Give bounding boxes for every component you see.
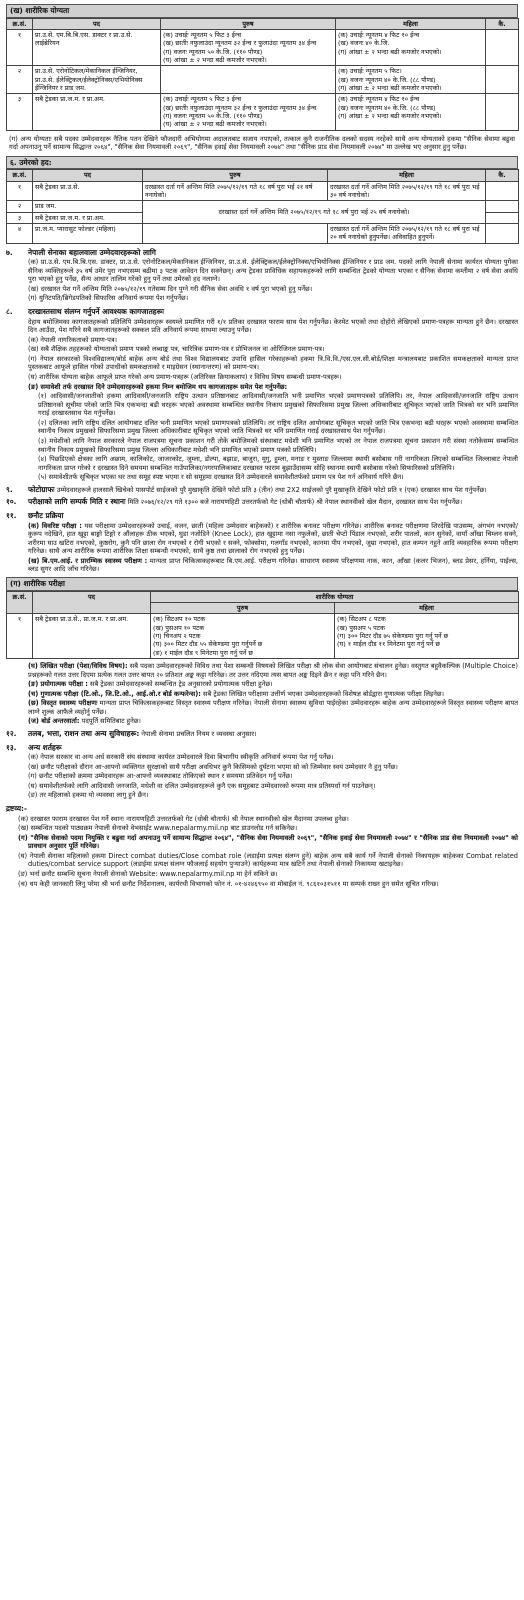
section-title: अन्य शर्तहरू xyxy=(28,742,62,752)
male-req: (क) सिटअप १० पटक xyxy=(153,615,206,624)
list-item: (क) नेपाल सरकार वा अन्य अर्ध सरकारी संघ संस्थामा कार्यरत उम्मेदवारले दिवा बिभागीय स्वीकृति अनिवार्य रूपमा पेश गर्नु पर्नेछ। xyxy=(28,753,334,762)
section-title: दरखास्तसाथ संलग्न गर्नुपर्ने आवश्यक कागजातहरूः xyxy=(28,307,164,317)
table-row xyxy=(7,29,519,65)
male-req: (घ) ३०० मिटर दौड ५५ सेकेण्डमा पुरा गर्नुपर्ने छ xyxy=(153,640,263,649)
section-title: ६. उमेरको हद: xyxy=(6,156,518,170)
row-num: १ xyxy=(7,614,33,659)
sub-heading: (घ) लिखित परीक्षा (पेशा/विविध विषय): xyxy=(28,661,128,670)
section-salary xyxy=(6,729,518,739)
list-item[interactable]: (ङ) भर्ना छनौट सम्बन्धि सूचना नेपाली सेनाको Website: www.nepalarmy.mil.np मा हेर्न सकिने छ। xyxy=(18,869,278,878)
sub-text: पदपूर्ति समितिबाट हुनेछ। xyxy=(81,717,141,726)
col-header: महिला xyxy=(336,18,486,29)
male-cell: दरखास्त दर्ता गर्ने अन्तिम मिति २०७५/१२/१९ गते १८ वर्ष पुरा भई २१ वर्ष ननाघेको। xyxy=(143,181,328,201)
row-num: २ xyxy=(7,66,33,94)
list-item: (ङ) तर महिलाको हकमा यो व्यवस्था लागु हुने छैन। xyxy=(28,791,149,800)
section-notes xyxy=(6,803,518,888)
table-row xyxy=(7,614,519,659)
col-header: पद xyxy=(33,170,143,181)
notes-title: द्रष्टव्य:- xyxy=(6,803,28,813)
sub-heading: (छ) विस्तृत स्वास्थ्य परीक्षणः xyxy=(28,699,98,708)
section-text: मिति २०७६/१२/२९ गते १३०० बजे नारायणहिटी उत्तरतर्फको गेट (धोबी चौतार्फ) श्री नेपाल स्थानवीको खेल मैदान, दरखास्त साथ पेश गर्नुपर्नेछ। xyxy=(127,498,463,507)
post-cell: प्राड जम. xyxy=(33,201,143,212)
table-header-row xyxy=(7,170,519,181)
physical-test-table xyxy=(6,591,519,659)
sub-text: मान्यता प्राप्त चिकित्सकहरूबाट विस्तृत स्वास्थ्य परीक्षण गरिनेछ। नेपाली सेनामा स्वास्थ्य सुविधा पाईरहेका उम्मेदवारहरू बाहेक अन्य उम्मेदवारहरूले विस्तृत स्वास्थ्य परीक्षण बापत लाग्ने शुल्क आफैले व्यहोर्नु पर्नेछ। xyxy=(28,699,518,716)
section-title: (ग) शारीरिक परीक्षा xyxy=(6,577,518,591)
female-cell: दरखास्त दर्ता गर्ने अन्तिम मिति २०७५/१२/१९ गते १८ वर्ष पुरा भई ३० वर्ष ननाघेको। xyxy=(328,181,486,201)
section-title: परीक्षाको लागि सम्पर्क मिति र स्थानः xyxy=(28,497,126,507)
male-req: (ख) पुसअप १० पटक xyxy=(153,623,205,632)
list-item: (ख) छनौट परीक्षाको दौरान आ-आफ्नो व्यक्तिगत सुरक्षाको साथै परीक्षा अवधिभर कुनै किसिमको दुर्घटना भएमा सो को जिम्मेवार स्वयं उम्मेदवार नै हुनु पर्नेछ। xyxy=(28,762,398,771)
list-item: (घ) समावेशीतर्फको लागि आदिवासी जनजाति, मधेशी वा दलित उम्मेदवारहरूले कुनै एक समूहबाट उम्मेदवारको रूपमा मात्र प्रतिस्पर्धा गर्न पाउनेछन्। xyxy=(28,781,376,790)
female-cell xyxy=(335,614,519,659)
section-num: ९. xyxy=(6,484,13,494)
female-req: (ग) आंखा ± २ भन्दा बढी कमजोर नभएको। xyxy=(338,111,442,120)
table-header-row xyxy=(7,18,519,29)
section-selection-process xyxy=(6,510,518,574)
list-item: (घ) शारीरिक योग्यता बाहेक आफूले प्राप्त गरेको अन्य प्रमाण-पत्रहरू (अतिरिक्त क्रियाकलाप) र विविध विषय सम्बन्धी प्रमाण-पत्रहरू। xyxy=(28,373,342,382)
female-req: (ख) वजनः न्यूनतम ४० के.जि. (८८ पौण्ड) xyxy=(338,103,436,112)
section-physical-fitness xyxy=(6,4,518,131)
section-num: १२. xyxy=(6,728,17,738)
male-req: (क) उचाईः न्यूनतम ५ फिट ३ ईन्च xyxy=(163,30,242,39)
list-item: (ग) "सैनिक सेवाको पदमा नियुक्ति र बढुवा गर्दा अपनाउनु पर्ने सामान्य सिद्धान्त २०६४", "सैनिक सेवा नियमावली २०६९", "सैनिक हवाई सेवा नियमावली २०७४" र "सैनिक प्राड सेवा नियमावली २०७४" को प्रावधान अनुसार पूर्ति गरिनेछ। xyxy=(18,833,518,851)
section-serving-candidates xyxy=(6,247,518,303)
post-cell: सबै ट्रेडका प्रा.ज.म. र प्रा.अम. xyxy=(33,212,143,223)
section-other-conditions xyxy=(6,742,518,800)
physical-fitness-table xyxy=(6,18,519,131)
list-item: (३) मधेशीको लागि नेपाल सरकारले नेपाल राजपत्रमा सूचना प्रकाशन गरी तोके बमोजिमको संस्थाबाट मधेशी भनि प्रमाणित भएको तर नेपाल राजपत्रमा सूचना प्रकाशन गरी संस्था नतोकेसम्म सम्बन्धित स्थानीय निकाय प्रमुखको सिफारिसमा प्रमुख जिल्ला अधिकारीबाट मधेशी भनि प्रमाणित भएको प्रमाण पत्रको प्रतिलिपि। xyxy=(38,436,519,454)
section-num: १३. xyxy=(6,742,17,752)
sub-heading: (ङ) समावेशी तर्फ दरखास्त दिने उम्मेदवारहरूको हकमा निम्न बमोजिम थप कागजातहरू समेत पेश गर्नुपर्नेछ: xyxy=(28,382,288,391)
male-req: (क) उचाईः न्यूनतम ५ फिट ३ ईन्च xyxy=(163,95,242,104)
female-cell: दरखास्त दर्ता गर्ने अन्तिम मिति २०७५/१२/१९ गते १८ वर्ष पुरा भई २० वर्ष ननाघेको हुनुपर्नेछ। अविवाहित हुनुपर्ने। xyxy=(328,223,486,243)
section-physical-test xyxy=(6,577,518,659)
remarks-cell xyxy=(486,212,519,223)
section-age-limit xyxy=(6,156,518,244)
col-header: महिला xyxy=(335,603,519,614)
male-cell xyxy=(161,66,336,94)
sub-heading: (क) विवरिष्ट परीक्षा : xyxy=(28,521,82,530)
male-req: (ङ) १ माईल दौड ९ मिनेटमा पुरा गर्नु पर्ने छ xyxy=(153,648,253,657)
sub-heading: (ङ) प्रयोगात्मक परीक्षा : xyxy=(28,680,88,689)
male-req: (ग) वजनः न्यूनतम ५० के.जि. (११० पौण्ड) xyxy=(163,111,263,120)
section-exams xyxy=(6,662,518,726)
col-header: कै. xyxy=(486,18,519,29)
section-exam-contact xyxy=(6,497,518,507)
list-item: (ख) दरखास्त पेश गर्ने अन्तिम मिति २०७५/१२/१९ गतेसम्म दिन पुग्ने गरी सैनिक सेवा अवधि १ वर्ष पुरा भएको हुनु पर्नेछ। xyxy=(28,284,313,293)
table-row xyxy=(7,201,519,212)
table-header-row xyxy=(7,591,519,602)
remarks-cell xyxy=(486,223,519,243)
list-item: (ग) छनौट परीक्षाको क्रममा उम्मेदवारहरू आ-आफ्नो व्यवस्थाबाट तोकिएको स्थान र समयमा प्रतिवेदन गर्नु पर्नेछ। xyxy=(28,772,293,781)
row-num: ४ xyxy=(7,223,33,243)
list-item: (ग) युनिटपति/ब्रिगेडपतिको सिफारिस अनिवार्य रूपमा पेश गर्नुपर्नेछ। xyxy=(28,294,189,303)
sub-text: सबै ट्रेडका लिखित परीक्षामा उत्तीर्ण भएका उम्मेदवारहरूको विशेषज्ञ बोर्डद्वारा गुणात्मक परीक्षा लिइनेछ। xyxy=(203,689,445,698)
sub-text: मान्यता प्राप्त चिकित्सकहरूबाट बि.एम.आई. परीक्षण गरिनेछ। साधारण स्वास्थ्य परिक्षणमा नाक, कान, आँखा (कलर भिजन), ब्लड प्रेसर, हर्निया, पाईल्स, ब्लड सुगर आदि जाँच गरिनेछ। xyxy=(28,556,519,574)
female-req: (घ) १ माईल दौड ११ मिनेटमा पुरा गर्नु पर्ने छ xyxy=(337,640,440,649)
sub-heading: (ज) बोर्ड अन्तरवार्ता: xyxy=(28,717,80,726)
list-item: (४) पिछडिएको क्षेत्रका लागि अछाम, कालिकोट, जाजरकोट, जुम्ला, डोल्पा, बझाङ, बाजुरा, मुगु, हुम्ला, मनाङ र मुस्ताङ जिल्लामा स्थायी बसोबास गरी नागरिकता लिएको सम्बन्धित जिल्लाबाट नेपाली नागरिकता प्राप्त गरेको र दरखास्त दिने समयमा सम्बन्धित गाउँपालिका/नगरपालिकाबाट दरखास्त फाराम बुझाउँदासम्म सोहि स्थानमा स्थायी बसोबास गरेको सिफारिसको प्रतिलिपि। xyxy=(38,455,518,472)
male-req: (घ) आंखा ± २ भन्दा बढी कमजोर नभएको। xyxy=(163,55,267,64)
row-num: १ xyxy=(7,29,33,65)
female-req: (क) उचाईः न्यूनतम ४ फिट १० ईन्च xyxy=(338,30,420,39)
post-cell: सबै ट्रेडका प्रा.उ.से. xyxy=(33,181,143,201)
remarks-cell xyxy=(486,181,519,201)
list-item: (क) दरखास्त फाराम दरखास्त पेश गर्ने स्थानः नारायणहिटी उत्तरतर्फको गेट (धोबी चौतार्फ) श्री नेपाल स्थानवीको खेल मैदानमा उपलब्ध हुनेछ। xyxy=(18,814,349,823)
sub-text: सबै पदका उम्मेदवारहरूको विविध तथा पेशा सम्बन्धी विषयको लिखित परीक्षा श्री लोक सेवा आयोगबाट संचालन हुनेछ। वस्तुगत बहुवैकल्पिक (Multiple Choice) प्रश्नहरूको गलत उत्तर दिएमा प्रत्येक गलत उत्तर बापत २० प्रतिशत अङ्क कट्टा गरिनेछ। तर उत्तर नदिएमा त्यस बापत अङ्क दिइने छैन र कट्टा पनि गरिने छैन। xyxy=(28,661,518,679)
section-text: उम्मेदवारहरूले हालसालै खिचेको पासपोर्ट साईजको पुरै मुखाकृति देखिने फोटो प्रति ३ (तीन) तथा 2X2 साईजको पुरै मुखाकृति देखिने फोटो प्रति १ (एक) दरखास्त साथ पेश गर्नुपर्नेछ। xyxy=(56,485,487,494)
post-cell: प्रा.उ.से. एम.बि.बि.एस. डाक्टर र प्रा.उ.से. लाईब्रेरियन xyxy=(33,29,161,65)
table-row xyxy=(7,66,519,94)
sub-heading: (च) गुणात्मक परीक्षा (टि.ओ., जि.टि.ओ., आई.ओ.र बोर्ड कन्फरेन्स): xyxy=(28,689,201,698)
col-header: पुरुष xyxy=(161,18,336,29)
table-row xyxy=(7,181,519,201)
section-title: छनौट प्रक्रिया xyxy=(28,511,64,521)
male-req: (ख) छातीः नफुलाउंदा न्यूनतम ३२ ईन्च र फुलाउंदा न्यूनतम ३४ ईन्च xyxy=(163,39,317,48)
section-num: ८. xyxy=(6,307,13,317)
col-header: क्र.सं. xyxy=(7,170,33,181)
section-num: ११. xyxy=(6,511,17,521)
remarks-cell xyxy=(486,29,519,65)
list-item[interactable]: (ख) सम्बन्धित पदको पाठ्यक्रम नेपाली सेनाको वेभसाईट www.nepalarmy.mil.np बाट डाउनलोड गर्न सकिनेछ। xyxy=(18,824,298,833)
list-item: (५) समावेशीतर्फ सूचिकृत भएका थर तथा समूह स्पष्ट भएमा र सो समूहमा दरखास्त दिने उम्मेदवारले समावेशीतर्फको प्रमाण पत्र पेश गर्न अनिवार्य गरिने छैन। xyxy=(38,473,404,482)
section-title: तलब, भत्ता, राशन तथा अन्य सुविधाहरू: xyxy=(28,728,140,738)
female-cell xyxy=(336,94,486,130)
section-photograph xyxy=(6,485,518,495)
col-header: महिला xyxy=(328,170,486,181)
remarks-cell xyxy=(486,66,519,94)
list-item: (ख) सबै शैक्षिक तहहरूको योग्यताको प्रमाण पत्रको लब्धाङ्क पत्र, चारित्रिक प्रमाण-पत्र र प्रोभिजनल वा ओरिजिनल प्रमाण-पत्र। xyxy=(28,345,325,354)
merged-age-cell: दरखास्त दर्ता गर्ने अन्तिम मिति २०७५/१२/१९ गते १८ वर्ष पुरा भई २५ वर्ष ननाघेको। xyxy=(143,201,486,224)
female-req: (ख) वजनः न्यूनतम ४० के.जि. (८८ पौण्ड) xyxy=(338,75,436,84)
male-cell xyxy=(161,94,336,130)
list-item: (१) आदिवासी/जनजातीको हकमा आदिवासी/जनजाति राष्ट्रिय उत्थान प्रतिष्ठानबाट आदिवासी/जनजाति भनी प्रमाणित भएको प्रमाणपत्रको प्रतिलिपि। तर, नेपाल आदिवासी/जनजाति राष्ट्रिय उत्थान प्रतिष्ठानको सूचीमा परेको जाति भित्र एकभन्दा बढी थरहरू भएको अवस्थामा सम्बन्धित स्थानीय निकाय प्रमुखको सिफारिसमा प्रमुख जिल्ला अधिकारीबाट सूचिकृत भएको जाति भित्रको थर भनि प्रमाणित गराई दरखास्तसाथ पेश गर्नुपर्नेछ। xyxy=(38,392,518,418)
female-req: (क) सिटअप ८ पटक xyxy=(337,615,386,624)
female-req: (ख) वजनः ४० के.जि. xyxy=(338,39,390,48)
list-item: (क) नेपाली नागरिकताको प्रमाण-पत्र। xyxy=(28,335,118,344)
male-cell xyxy=(161,29,336,65)
section-title: नेपाली सेनाका बहालवाला उम्मेदवारहरूको लागि xyxy=(28,247,156,257)
col-header: कै. xyxy=(486,170,519,181)
female-cell xyxy=(336,66,486,94)
female-req: (क) उचाईः न्यूनतम ५ फिट। xyxy=(338,67,402,76)
other-qualification: (ग) अन्य योग्यताः सबै पदका उम्मेदवारहरू नैतिक पतन देखिने फौजदारी अभियोगमा अदालतबाट सजाय नपाएको, तत्काल कुनै राजनीतिक दलको सदस्य नरहेको साथै अन्य योग्यताको हकमा "सैनिक सेवामा बढुवा गर्दा अपनाउनु पर्ने सामान्य सिद्धान्त २०६४", "सैनिक सेवा नियमावली २०६९", "सैनिक हवाई सेवा नियमावली २०७४" तथा "सैनिक प्राड सेवा नियमावली २०७४" मा उल्लेख भए अनुसार हुनु पर्नेछ। xyxy=(9,134,515,152)
remarks-cell xyxy=(486,201,519,212)
col-header: पुरुष xyxy=(143,170,328,181)
section-intro: देहाय बमोजिमका कागजातहरूको प्रतिलिपि उम्मेदवारहरू स्वयम्ले प्रमाणित गरी १/१ प्रतिका दरखास्त फाराम साथ पेश गर्नुपर्नेछ। केरमेट भएको तथा दोहोरो लेखिएको प्रमाण-पत्रहरू मान्यता हुने छैन। दरखास्त दिन आउँदा, पेश गरिने सबै कागजातहरूको सक्कल प्रति अनिवार्य रूपमा साथमा ल्याउनु पर्नेछ। xyxy=(28,317,518,335)
post-cell: प्रा.ज.म. प्यारासुट फोल्डर (महिला) xyxy=(33,223,143,243)
list-item: (२) दलितका लागि राष्ट्रिय दलित आयोगबाट दलित भनी प्रमाणित भएको प्रमाणपत्रको प्रतिलिपि। तर राष्ट्रिय दलित आयोगबाट सूचिकृत भएको जाति भित्र एकभन्दा बढी थरहरू भएको अवस्थामा सम्बन्धित स्थानीय निकाय प्रमुखको सिफारिसमा प्रमुख जिल्ला अधिकारीबाट सूचिकृत भएको जाति भित्रको थर भनि प्रमाणित गराई दरखास्तसाथ पेश गर्नुपर्नेछ। xyxy=(38,418,518,436)
col-header: शारीरिक योग्यता xyxy=(151,591,519,602)
female-req: (ग) ३०० मिटर दौड ७५ सेकेण्डमा पुरा गर्नु पर्ने छ xyxy=(337,631,449,640)
sub-text: सबै ट्रेडका उम्मेदवारहरूको सम्बन्धित ट्रेड अनुसारको प्रयोगात्मक परीक्षा हुनेछ। xyxy=(90,680,273,689)
section-text: नेपाली सेनामा प्रचलित नियम र व्यवस्था अनुसार। xyxy=(141,729,257,738)
age-limit-table xyxy=(6,169,519,243)
male-req: (घ) आंखा ± २ भन्दा बढी कमजोर नभएको। xyxy=(163,120,267,129)
female-req: (ग) आंखा ± २ भन्दा बढी कमजोर नभएको। xyxy=(338,83,442,92)
sub-text: यस परीक्षामा उम्मेदवारहरूको उचाई, वजन, छाती (महिला उम्मेदवार बाहेकको) र शारीरिक बनावट परीक्षण गरिनेछ। शारीरिक बनावट परीक्षणमा शिरदेखि पाउसम्म, अंगभंग नभएको/कुरूप नदेखिने, हात खुट्टा बाङ्गो टिङ्गो र औंलाहरू ठीक भएको, घुडा नजोडिने (Knee Lock), हात खुट्टामा नसा नफुलेको, छाती चेप्टो पिंडाल नभएको, शरीर पातलो, कान सुनेको, वायाँ आँखा चिम्लन सक्ने, शरीरमा घाउ खटिरा नभएको, कुष्ठरोग, कुनै पनि छाला रोग नभएको र रोगी भएको र सक्ने, फोक्सोमा, गलगाँड नभएको, कानमा पीप नभएको, जुम्रा नभएको, हात कम्पन नहुने आदि व्यवहारिक रूपमा परीक्षण गरिनेछ। साथै अन्य शारीरिक रूपमा शारीरिक शिक्षा सम्बन्धी नभएको, साथै कुष्ठ तथा छालाको रोग नभएको हुनु पर्नेछ। xyxy=(28,521,518,556)
male-req: (ग) वजनः न्यूनतम ५० के.जि. (११० पौण्ड) xyxy=(163,47,263,56)
list-item: (च) थप केही जानकारी लिनु परेमा श्री भर्ना छनौट निर्देशनालय, कार्यरथी विभागको फोन नं. ०१-४२४६९५० वा मोबाईल नं. ९८६१०३१५११ मा सम्पर्क राख्न हुन समेत सूचित गरिन्छ। xyxy=(18,879,439,888)
male-req: (ख) छातीः नफुलाउंदा न्यूनतम ३२ ईन्च र फुलाउंदा न्यूनतम ३४ ईन्च xyxy=(163,103,317,112)
post-cell: सबै ट्रेडका प्रा.ज.म. र प्रा.अम. xyxy=(33,94,161,130)
col-header: क्र.सं. xyxy=(7,18,33,29)
male-cell xyxy=(143,223,328,243)
section-title: (ख) शारीरिक योग्यता xyxy=(6,4,518,18)
post-cell: सबै ट्रेडका प्रा.उ.से., प्रा.ज.म. र प्रा.अम. xyxy=(33,614,151,659)
section-num: १०. xyxy=(6,497,17,507)
col-header: पद xyxy=(33,591,151,614)
section-num: ७. xyxy=(6,247,13,257)
female-req: (ग) आंखा ± २ भन्दा बढी कमजोर नभएको। xyxy=(338,47,442,56)
col-header: पुरुष xyxy=(151,603,335,614)
remarks-cell xyxy=(486,94,519,130)
row-num: १ xyxy=(7,181,33,201)
female-req: (क) उचाईः न्यूनतम ४ फिट १० ईन्च xyxy=(338,95,420,104)
col-header: पद xyxy=(33,18,161,29)
female-cell xyxy=(336,29,486,65)
list-item: (क) प्रा.उ.से. एम.बि.बि.एस. डाक्टर, प्रा.उ.से. एरोनोटिकल/मेकानिकल ईन्जिनियर, प्रा.उ.से. ईलेक्ट्रिकल/ईलेक्ट्रोनिक्स/एभियोनिक्स ईन्जिनियर र प्राड जम. पदको लागि नेपाली सेनामा कार्यरत योग्यता पुगेका सैनिक व्यक्तिहरूले ३५ वर्ष उमेर पुरा नभएसम्म बढीमा ३ पटक आवेदन दिन सक्नेछन्। अन्य ट्रेडका प्राविधिक सहायकहरूको लागि सम्बन्धित ट्रेडको योग्यता भएका र सैनिक सेवामा कम्तीमा २ वर्ष सेवा अवधि पुरा भएको हुनु पर्नेछ, सैन्य आधार तालिम गरेको हुनु पर्ने तथा उमेरको हद नलाग्ने। xyxy=(28,258,518,284)
sub-heading: (ख) बि.एम.आई. र प्रारम्भिक स्वास्थ्य परीक्षण : xyxy=(28,556,148,565)
post-cell: प्रा.उ.से. एरोनोटिकल/मेकानिकल ईन्जिनियर, प्रा.उ.से. ईलेक्ट्रिकल/ईलेक्ट्रोनिक्स/एभियोनिक्स ईन्जिनियर र प्राड जम. xyxy=(33,66,161,94)
female-req: (ख) पुसअप ५ पटक xyxy=(337,623,385,632)
male-req: (ग) चिनअप २ पटक xyxy=(153,631,201,640)
table-row xyxy=(7,94,519,130)
row-num: २ xyxy=(7,201,33,212)
table-row xyxy=(7,223,519,243)
section-documents xyxy=(6,306,518,482)
col-header: क्र.सं. xyxy=(7,591,33,614)
section-title: फोटोग्राफः xyxy=(28,484,55,494)
row-num: ३ xyxy=(7,212,33,223)
row-num: ३ xyxy=(7,94,33,130)
list-item: (ग) नेपाल सरकारको विश्वविद्यालय/बोर्ड बाहेक अन्य बोर्ड तथा विश्व विद्यालयबाट उपाधि हासिल गरेकाहरूको हकमा त्रि.वि.वि./एस.एल.सी.बोर्ड/शिक्षा मन्त्रालयबाट प्रकाशित समकक्षताको मान्यता प्राप्त पुस्तकबाट आफूले हासिल गरेको उपाधीको समकक्षताको र माइग्रेसन (स्थानान्तरण) को प्रमाण-पत्र। xyxy=(28,354,518,372)
male-cell xyxy=(151,614,335,659)
list-item: (घ) नेपाली सेनाका महिलाको हकमा Direct combat duties/Close combat role (लडाईमा प्रत्यक्ष संलग्न हुने) बाहेक अन्य सबै कार्य गर्ने नेपाली सेनाको निकायहरू बाहेकका Combat related duties/combat service support (लडाईमा प्रत्यक्ष संलग्न फौजलाई सहयोग पुर्‍याउने) कार्यहरूमा मात्र खटिने तथा नेपाली सेनाको निकायमा खटाइनेछ। xyxy=(18,851,518,869)
